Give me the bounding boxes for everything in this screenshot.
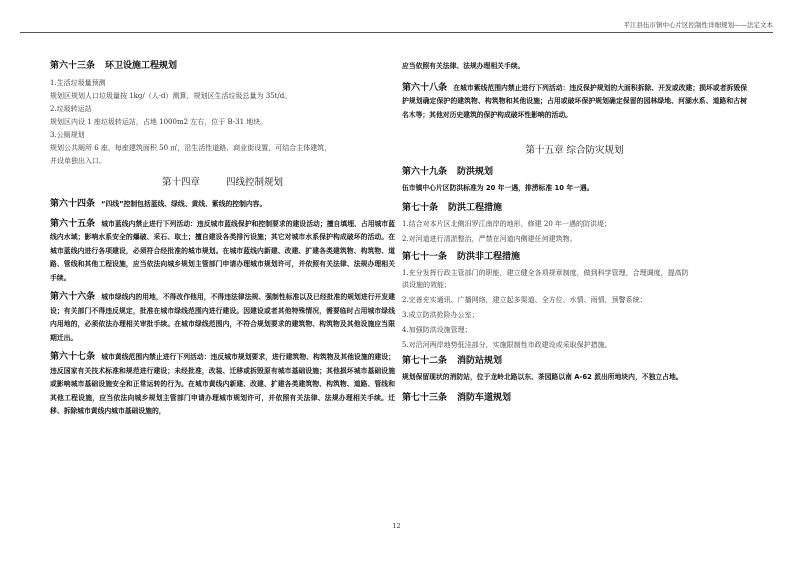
article-72-number: 第七十二条 (402, 355, 448, 366)
article-64-text: “四线”控制包括蓝线、绿线、黄线、紫线的控制内容。 (101, 200, 267, 208)
article-63-body (50, 77, 395, 168)
article-63-heading (50, 60, 395, 72)
article-69-text: 伍市镇中心片区防洪标准为 20 年一遇，排涝标准 10 年一遇。 (402, 184, 594, 192)
article-63-line: 规划区规划人口垃圾量按 1kg/（人·d）测算，规划区生活垃圾总量为 35t/d。 (50, 92, 292, 100)
article-70-number: 第七十条 (402, 202, 439, 213)
article-73-heading (402, 392, 747, 404)
article-63-line: 并设单独出入口。 (50, 157, 106, 165)
article-70-heading (402, 202, 747, 214)
right-column (402, 60, 747, 408)
article-69-subtitle: 防洪规划 (457, 167, 494, 177)
article-68-text: 在城市紫线范围内禁止进行下列活动：违反保护规划的大面积拆除、开发或改建；损坏或者拆毁保护规划确定保护的建筑物、构筑物和其他设施；占用或破坏保护规划确定保留的园林绿地、河湖水系、道路和古树名木等；其他对历史建筑的保护构成破坏性影响的活动。 (402, 83, 747, 119)
article-63-number: 第六十三条 (50, 61, 96, 71)
article-71-line: 4.加强防洪设施管理； (402, 325, 472, 334)
article-73-subtitle: 消防车道规划 (457, 393, 512, 403)
article-69-heading (402, 166, 747, 178)
article-71-number: 第七十一条 (402, 251, 448, 262)
article-70-subtitle: 防洪工程措施 (448, 202, 503, 213)
article-63-line: 1.生活垃圾量预测 (50, 79, 106, 87)
article-71-line: 5.对沿河两岸地势低洼部分，实施限制性市政建设或采取保护措施。 (402, 340, 612, 349)
article-71-line: 2.完善充实通讯、广播网络，建立起多渠道、全方位、水情、雨情，预警系统； (402, 295, 647, 304)
header-divider (20, 32, 773, 33)
document-header: 平江县伍市镇中心片区控制性详细规划——法定文本 (623, 21, 773, 29)
article-63-subtitle: 环卫设施工程规划 (105, 61, 178, 71)
article-64-number: 第六十四条 (50, 199, 96, 209)
article-67-text: 城市黄线范围内禁止进行下列活动：违反城市规划要求，进行建筑物、构筑物及其他设施的建设；违反国家有关技术标准和规范进行建设；未经批准，改装、迁移或拆毁原有城市基础设施；其他损坏城市基础设施或影响城市基础设施安全和正常运转的行为。在城市黄线内新建、改建、扩建各类建筑物、构筑物、道路、管线和其他工程设施，应当依法向城乡规划主管部门申请办理城市规划许可，并依照有关法律、法规办理相关手续。迁移、拆除城市黄线内城市基础设施的， (50, 353, 395, 415)
article-63-line: 2.垃圾转运站 (50, 105, 92, 113)
article-63-line: 规划公共厕所 6 座，每座建筑面积 50 ㎡，沿生活性道路、商业街设置，可结合主体建筑， (50, 144, 332, 152)
article-69-number: 第六十九条 (402, 167, 448, 177)
article-70-line: 1.结合对本片区北侧汨罗江南岸的地形，修建 20 年一遇的防洪堤； (402, 219, 612, 228)
article-67 (50, 351, 395, 419)
article-67-continuation: 应当依照有关法律、法规办理相关手续。 (402, 62, 525, 70)
article-66-number: 第六十六条 (50, 292, 96, 302)
article-66-text: 城市绿线内的用地，不得改作他用，不得违法律法规、强制性标准以及已经批准的规划进行开发建设；有关部门不得违反规定，批准在城市绿线范围内进行建设。因建设或者其他特殊情况，需要临时占用城市绿线内用地的，必须依法办理相关审批手续。在城市绿线范围内，不符合规划要求的建筑物、构筑物及其他设施应当限期迁出。 (50, 293, 395, 342)
article-73-number: 第七十三条 (402, 393, 448, 403)
article-71-line: 洪设施的效能； (402, 280, 451, 289)
page-number: 12 (392, 522, 401, 530)
chapter-14-heading (50, 176, 395, 190)
article-65 (50, 218, 395, 286)
article-72-subtitle: 消防站规划 (457, 355, 503, 366)
article-68-number: 第六十八条 (402, 82, 448, 93)
article-63-line: 3.公厕规划 (50, 131, 85, 139)
article-70-body (402, 218, 747, 245)
article-64 (50, 198, 395, 212)
article-70-line: 2.对河道进行清淤整治，严禁在河道内侧建任何建筑物。 (402, 234, 577, 243)
article-71-body (402, 267, 747, 351)
left-column (50, 60, 395, 419)
article-65-number: 第六十五条 (50, 218, 96, 229)
article-63-line: 规划区内设 1 座垃圾转运站，占地 1000m2 左右，位于 B-31 地块。 (50, 118, 268, 126)
article-72-text: 规划保留现状的消防站，位于龙岭北路以东、茶园路以南 A-62 派出所地块内，不独立占地。 (402, 372, 683, 381)
article-71-subtitle: 防洪非工程措施 (457, 251, 521, 262)
article-68 (402, 82, 747, 123)
article-65-text: 城市蓝线内禁止进行下列活动：违反城市蓝线保护和控制要求的建设活动；擅自填埋、占用城市蓝线内水域；影响水系安全的爆破、采石、取土；擅自建设各类排污设施；其它对城市水系保护构成破坏的活动。在城市蓝线内进行各项建设，必须符合经批准的城市规划。在城市蓝线内新建、改建、扩建各类建筑物、构筑物、道路、管线和其他工程设施，应当依法向城乡规划主管部门申请办理城市规划许可，并依照有关法律、法规办理相关手续。 (50, 219, 395, 282)
article-66 (50, 291, 395, 345)
chapter-14-number: 第十四章 (161, 177, 200, 188)
article-71-heading (402, 251, 747, 263)
article-67-number: 第六十七条 (50, 352, 96, 362)
chapter-14-name: 四线控制规划 (226, 177, 284, 188)
article-71-line: 1.充分发挥行政主管部门的职能，建立健全各项规章制度，做到科学管理，合理调度，提高防 (402, 268, 689, 277)
article-71-line: 3.成立防洪抢险办公室； (402, 310, 479, 319)
article-72-heading (402, 355, 747, 367)
chapter-15-heading: 第十五章 综合防灾规划 (525, 145, 624, 156)
